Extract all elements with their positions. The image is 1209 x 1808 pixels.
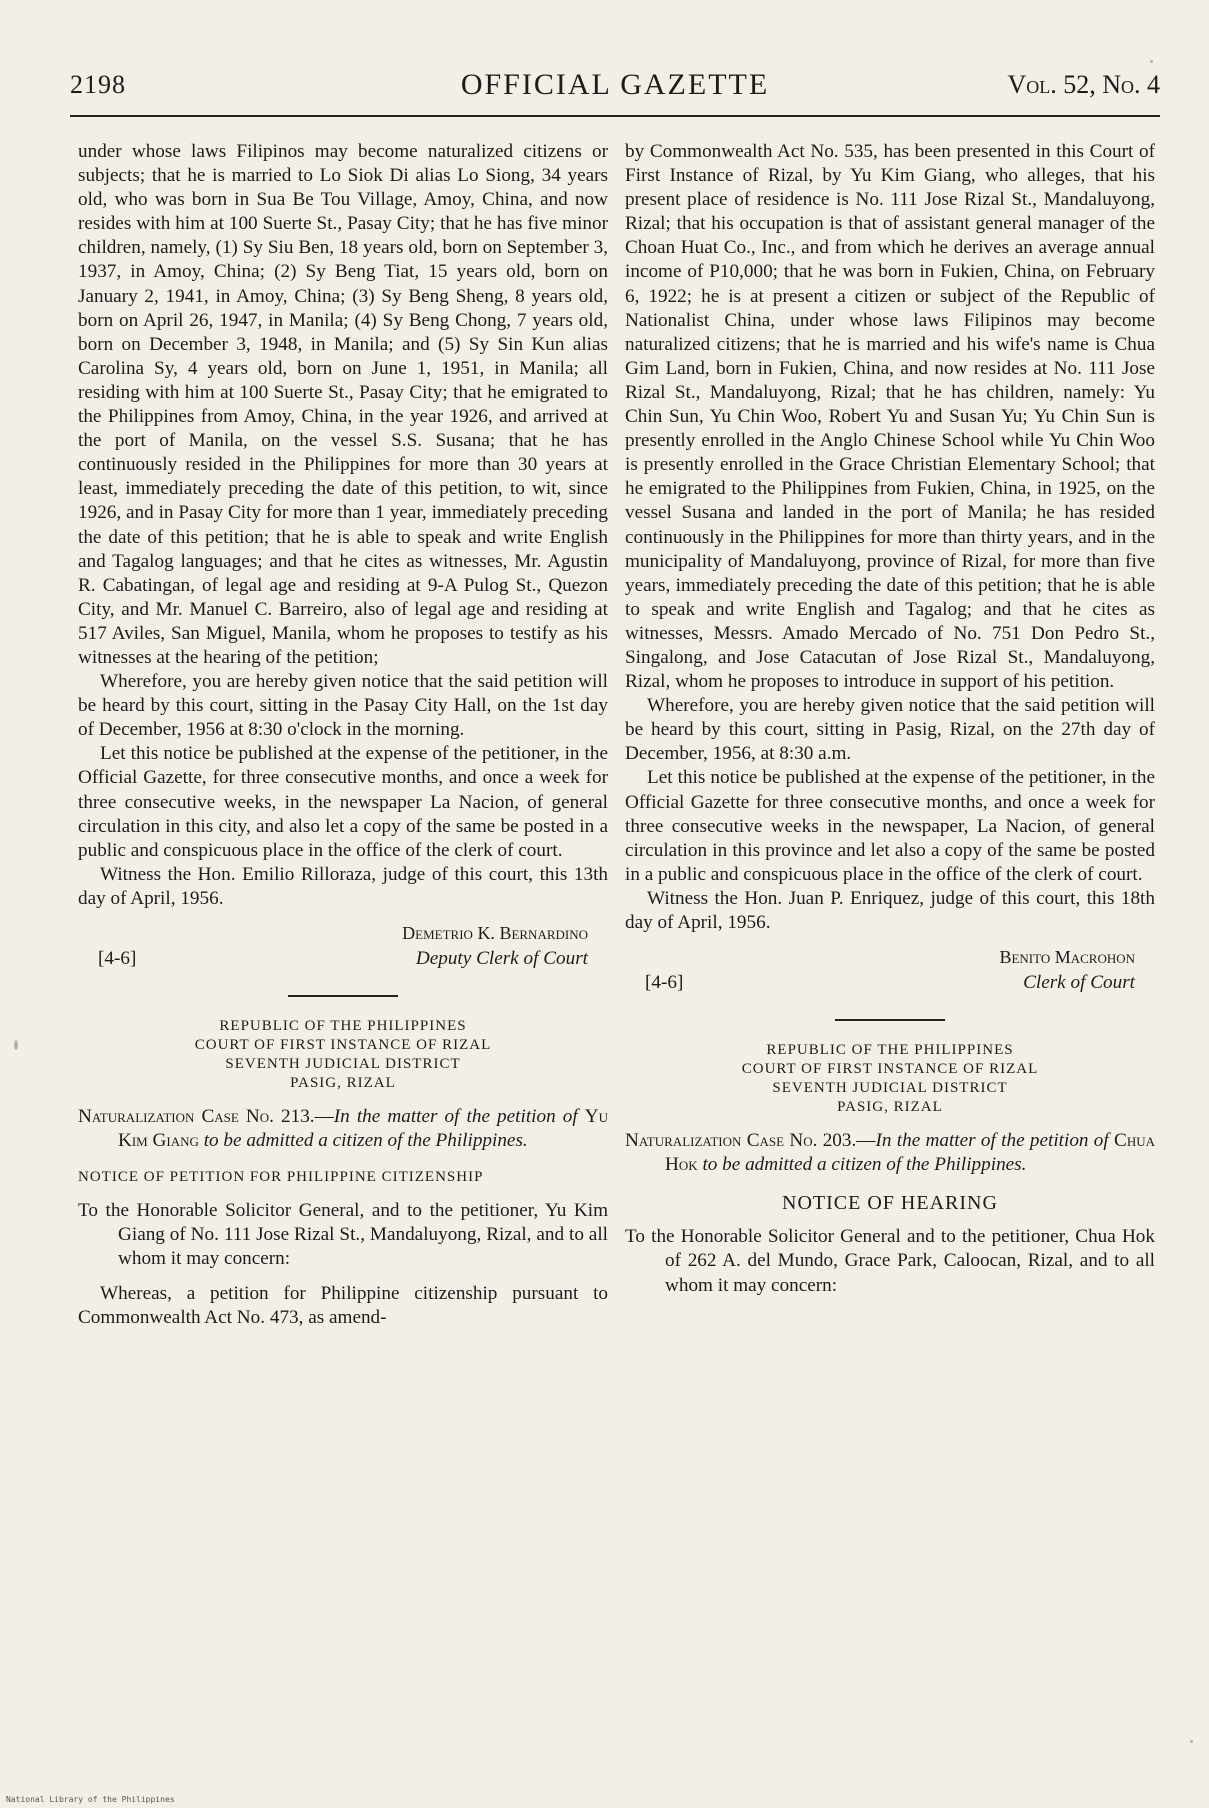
scan-speck (1150, 60, 1153, 63)
left-paragraph-wherefore: Wherefore, you are hereby given notice that the said petition will be heard by this court, sitting in the Pasay City Hall, on the 1st day of December, 1956 at 8:30 o'clock in the morning. (78, 671, 608, 741)
left-paragraph-whereas: Whereas, a petition for Philippine citizenship pursuant to Commonwealth Act No. 473, as amend- (78, 1282, 608, 1328)
signatory-name: Benito Macrohon (999, 947, 1135, 968)
left-signature-block (78, 921, 608, 973)
issue-reference: [4-6] (645, 972, 684, 994)
volume-number: Vol. 52, No. 4 (1007, 70, 1160, 99)
court-line: REPUBLIC OF THE PHILIPPINES (219, 1018, 467, 1034)
court-line: SEVENTH JUDICIAL DISTRICT (772, 1080, 1008, 1097)
court-heading (78, 1017, 608, 1093)
issue-reference: [4-6] (98, 948, 137, 969)
case-text: In the matter of the petition of (333, 1106, 578, 1127)
court-heading (625, 1041, 1155, 1117)
signatory-title: Clerk of Court (1023, 972, 1135, 994)
notice-heading: NOTICE OF HEARING (782, 1192, 998, 1215)
left-column (78, 140, 608, 1330)
left-paragraph-publication: Let this notice be published at the expense of the petitioner, in the Official Gazette, for three consecutive months, and once a week for three consecutive weeks, in the newspaper La Nacion, of general circulation in this city, and also let a copy of the same be posted in a public and conspicuous place in the office of the clerk of court. (78, 743, 608, 861)
scan-footer: National Library of the Philippines (6, 1795, 175, 1804)
case-text: In the matter of the petition of (875, 1130, 1109, 1152)
case-caption (625, 1129, 1155, 1177)
right-paragraph-witness: Witness the Hon. Juan P. Enriquez, judge of this court, this 18th day of April, 1956. (625, 887, 1155, 933)
case-dash: — (314, 1106, 334, 1127)
right-column (625, 140, 1155, 1298)
address-paragraph: To the Honorable Solicitor General, and to the petitioner, Yu Kim Giang of No. 111 Jose Rizal St., Mandaluyong, Rizal, and to all whom it may concern: (78, 1200, 608, 1270)
scan-speck (14, 1040, 18, 1050)
case-party: Chua Hok (665, 1130, 1156, 1176)
left-paragraph-1: under whose laws Filipinos may become naturalized citizens or subjects; that he is married to Lo Siok Di alias Lo Siong, 34 years old, who was born in Sua Be Tou Village, Amoy, China, and now resides with him at 100 Suerte St., Pasay City; that he has five minor children, namely, (1) Sy Siu Ben, 18 years old, born on September 3, 1937, in Amoy, China; (2) Sy Beng Tiat, 15 years old, born on January 2, 1941, in Amoy, China; (3) Sy Beng Sheng, 8 years old, born on April 26, 1947, in Manila; (4) Sy Beng Chong, 7 years old, born on December 3, 1948, in Manila; and (5) Sy Sin Kun alias Carolina Sy, 4 years old, born on June 1, 1951, in Manila; all residing with him at 100 Suerte St., Pasay City; that he emigrated to the Philippines from Amoy, China, in the year 1926, and arrived at the port of Manila, on the vessel S.S. Susana; that he has continuously resided in the Philippines for more than 30 years at least, immediately preceding the date of this petition, to wit, since 1926, and in Pasay City for more than 1 year, immediately preceding the date of this petition; that he is able to speak and write English and Tagalog languages; and that he cites as witnesses, Mr. Agustin R. Cabatingan, of legal age and residing at 9-A Pulog St., Quezon City, and Mr. Manuel C. Barreiro, also of legal age and residing at 517 Aviles, San Miguel, Manila, whom he proposes to testify as his witnesses at the hearing of the petition; (78, 141, 608, 668)
court-line: COURT OF FIRST INSTANCE OF RIZAL (194, 1037, 492, 1053)
court-line: COURT OF FIRST INSTANCE OF RIZAL (741, 1061, 1039, 1078)
case-party: Yu Kim Giang (118, 1106, 609, 1152)
right-paragraph-wherefore: Wherefore, you are hereby given notice that the said petition will be heard by this court, sitting in Pasig, Rizal, on the 27th day of December, 1956, at 8:30 a.m. (625, 695, 1155, 765)
right-signature-block (625, 945, 1155, 997)
case-number: Naturalization Case No. 213. (78, 1106, 315, 1127)
page-number: 2198 (70, 70, 126, 99)
address-paragraph: To the Honorable Solicitor General and to the petitioner, Chua Hok of 262 A. del Mundo, Grace Park, Caloocan, Rizal, and to all whom it may concern: (625, 1226, 1155, 1296)
scan-speck (1190, 1740, 1193, 1743)
section-divider (835, 1019, 945, 1021)
court-line: PASIG, RIZAL (290, 1075, 396, 1091)
case-tail: to be admitted a citizen of the Philippines. (702, 1154, 1027, 1176)
header-rule (70, 115, 1160, 117)
left-paragraph-witness: Witness the Hon. Emilio Rilloraza, judge of this court, this 13th day of April, 1956. (78, 863, 608, 909)
page-header (70, 70, 1160, 114)
notice-heading: NOTICE OF PETITION FOR PHILIPPINE CITIZENSHIP (78, 1169, 484, 1186)
case-number: Naturalization Case No. 203. (625, 1130, 857, 1152)
case-tail: to be admitted a citizen of the Philippines. (203, 1130, 528, 1152)
right-paragraph-publication: Let this notice be published at the expense of the petitioner, in the Official Gazette for three consecutive months, and once a week for three consecutive weeks in the newspaper, La Nacion, of general circulation in this province and let also a copy of the same be posted in a public and conspicuous place in the office of the clerk of court. (625, 767, 1155, 885)
court-line: REPUBLIC OF THE PHILIPPINES (766, 1042, 1014, 1059)
court-line: PASIG, RIZAL (837, 1099, 943, 1116)
signatory-title: Deputy Clerk of Court (415, 948, 588, 969)
right-paragraph-1: by Commonwealth Act No. 535, has been presented in this Court of First Instance of Rizal, by Yu Kim Giang, who alleges, that his present place of residence is No. 111 Jose Rizal St., Mandaluyong, Rizal; that his occupation is that of assistant general manager of the Choan Huat Co., Inc., and from which he derives an average annual income of P10,000; that he was born in Fukien, China, on February 6, 1922; he is at present a citizen or subject of the Republic of Nationalist China, under whose laws Filipinos may become naturalized citizens; that he is married and his wife's name is Chua Gim Land, born in Fukien, China, and now resides at No. 111 Jose Rizal St., Mandaluyong, Rizal; that he has children, namely: Yu Chin Sun, Yu Chin Woo, Robert Yu and Susan Yu; Yu Chin Sun is presently enrolled in the Anglo Chinese School while Yu Chin Woo is presently enrolled in the Grace Christian Elementary School; that he emigrated to the Philippines from Fukien, China, in 1925, on the vessel Susana and landed in the port of Manila; he has resided continuously in the Philippines for more than thirty years, and in the municipality of Mandaluyong, province of Rizal, for more than five years, immediately preceding the date of this petition; that he is able to speak and write English and Tagalog; and that he cites as witnesses, Messrs. Amado Mercado of No. 751 Don Pedro St., Singalong, and Jose Catacutan of Jose Rizal St., Mandaluyong, Rizal, whom he proposes to introduce in support of his petition. (625, 141, 1155, 693)
court-line: SEVENTH JUDICIAL DISTRICT (225, 1056, 461, 1072)
publication-title: OFFICIAL GAZETTE (460, 68, 770, 101)
section-divider (288, 995, 398, 997)
signatory-name: Demetrio K. Bernardino (402, 923, 588, 943)
case-dash: — (856, 1130, 876, 1152)
case-caption (78, 1105, 608, 1153)
